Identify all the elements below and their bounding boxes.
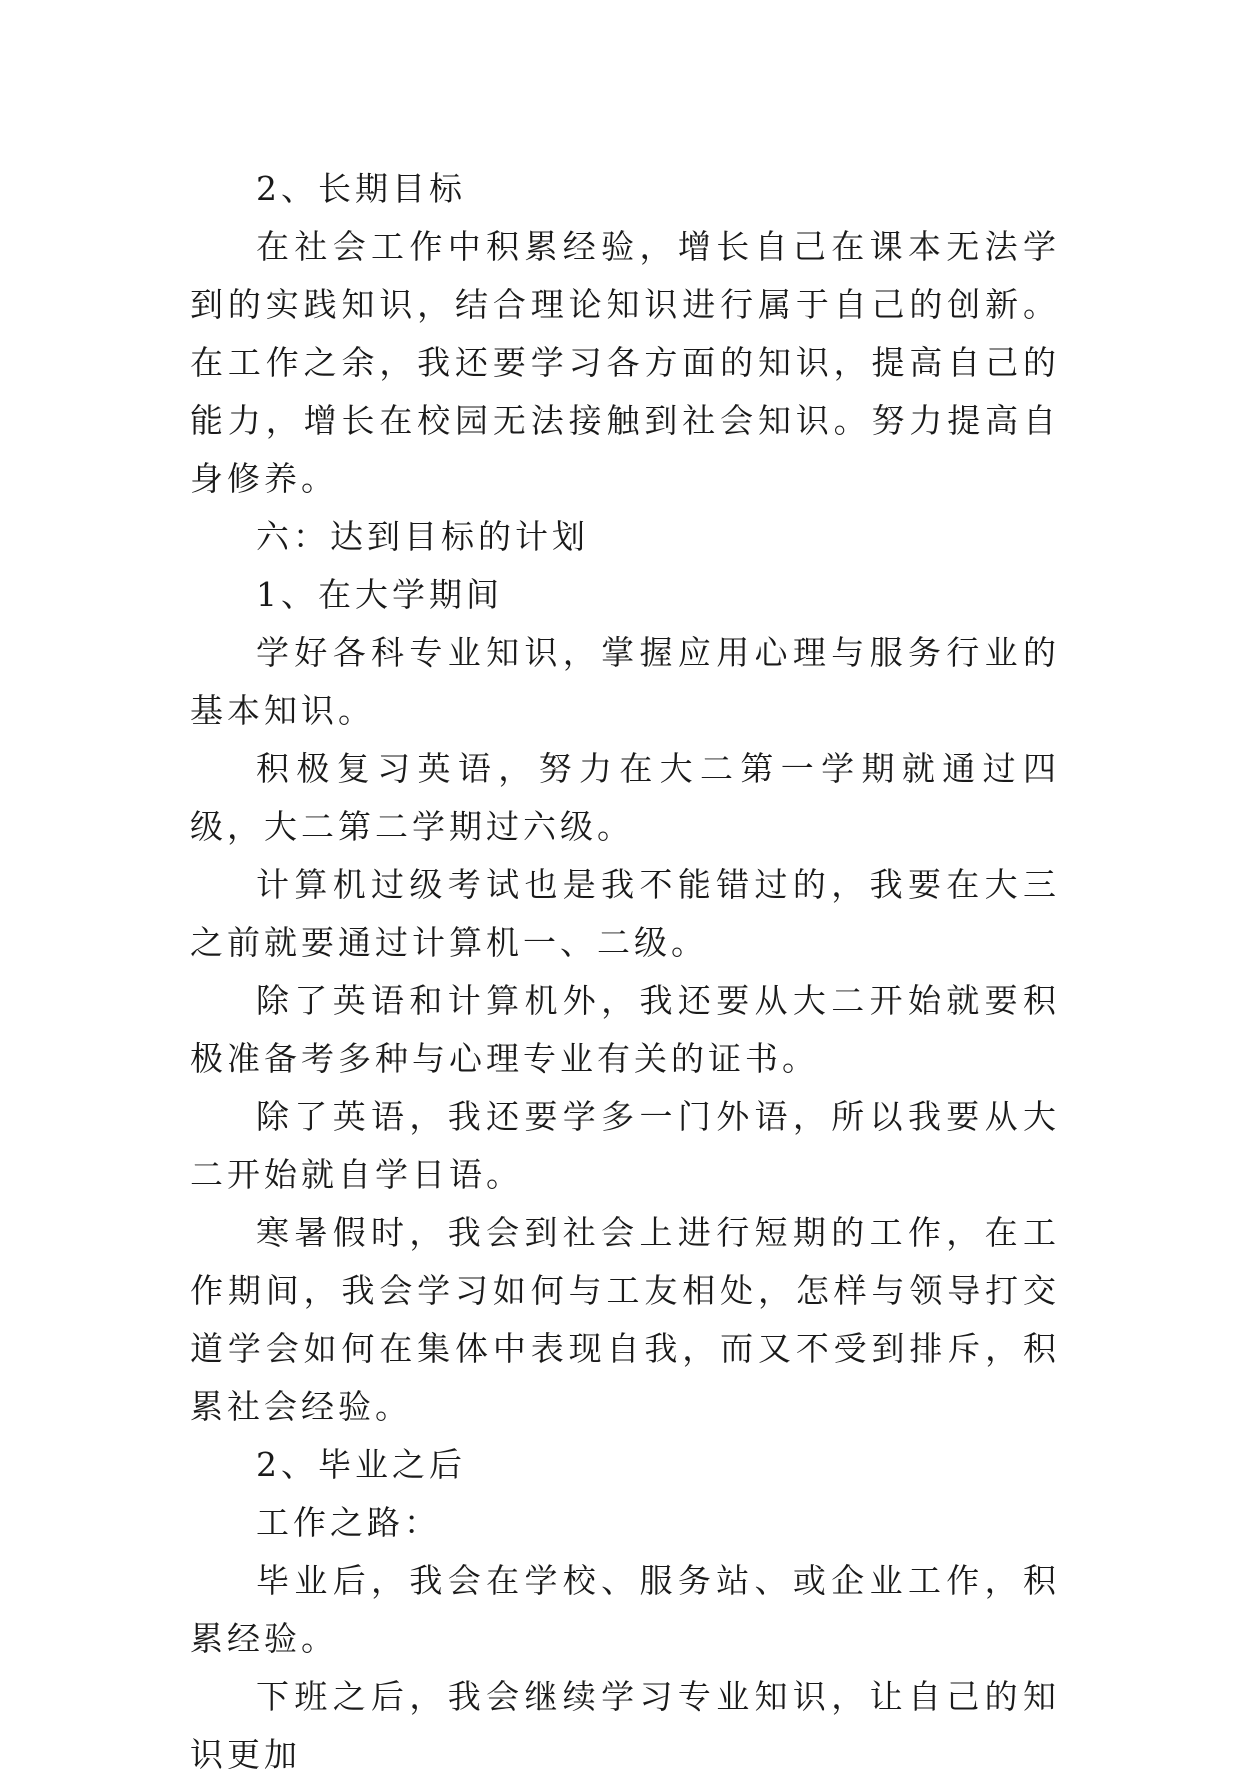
paragraph-certificates: 除了英语和计算机外，我还要从大二开始就要积极准备考多种与心理专业有关的证书。 bbox=[190, 981, 1060, 1078]
document-body bbox=[190, 160, 1060, 1784]
paragraph-long-term-goal: 在社会工作中积累经验，增长自己在课本无法学到的实践知识，结合理论知识进行属于自己的创新。在工作之余，我还要学习各方面的知识，提高自己的能力，增长在校园无法接触到社会知识。努力提高自身修养。 bbox=[190, 227, 1060, 498]
paragraph-computer-exam: 计算机过级考试也是我不能错过的，我要在大三之前就要通过计算机一、二级。 bbox=[190, 865, 1060, 962]
paragraph-after-graduation-work: 毕业后，我会在学校、服务站、或企业工作，积累经验。 bbox=[190, 1561, 1060, 1658]
paragraph-continue-learning: 下班之后，我会继续学习专业知识，让自己的知识更加 bbox=[190, 1677, 1060, 1774]
heading-long-term-goal: 2、长期目标 bbox=[256, 169, 466, 208]
heading-after-graduation: 2、毕业之后 bbox=[256, 1445, 466, 1484]
paragraph-vacation-work: 寒暑假时，我会到社会上进行短期的工作，在工作期间，我会学习如何与工友相处，怎样与领导打交道学会如何在集体中表现自我，而又不受到排斥，积累社会经验。 bbox=[190, 1213, 1060, 1426]
heading-plan: 六：达到目标的计划 bbox=[256, 517, 589, 556]
paragraph-japanese: 除了英语，我还要学多一门外语，所以我要从大二开始就自学日语。 bbox=[190, 1097, 1060, 1194]
paragraph-english: 积极复习英语，努力在大二第一学期就通过四级，大二第二学期过六级。 bbox=[190, 749, 1060, 846]
heading-during-university: 1、在大学期间 bbox=[256, 575, 503, 614]
heading-career-path: 工作之路： bbox=[256, 1503, 441, 1542]
paragraph-major-knowledge: 学好各科专业知识，掌握应用心理与服务行业的基本知识。 bbox=[190, 633, 1060, 730]
